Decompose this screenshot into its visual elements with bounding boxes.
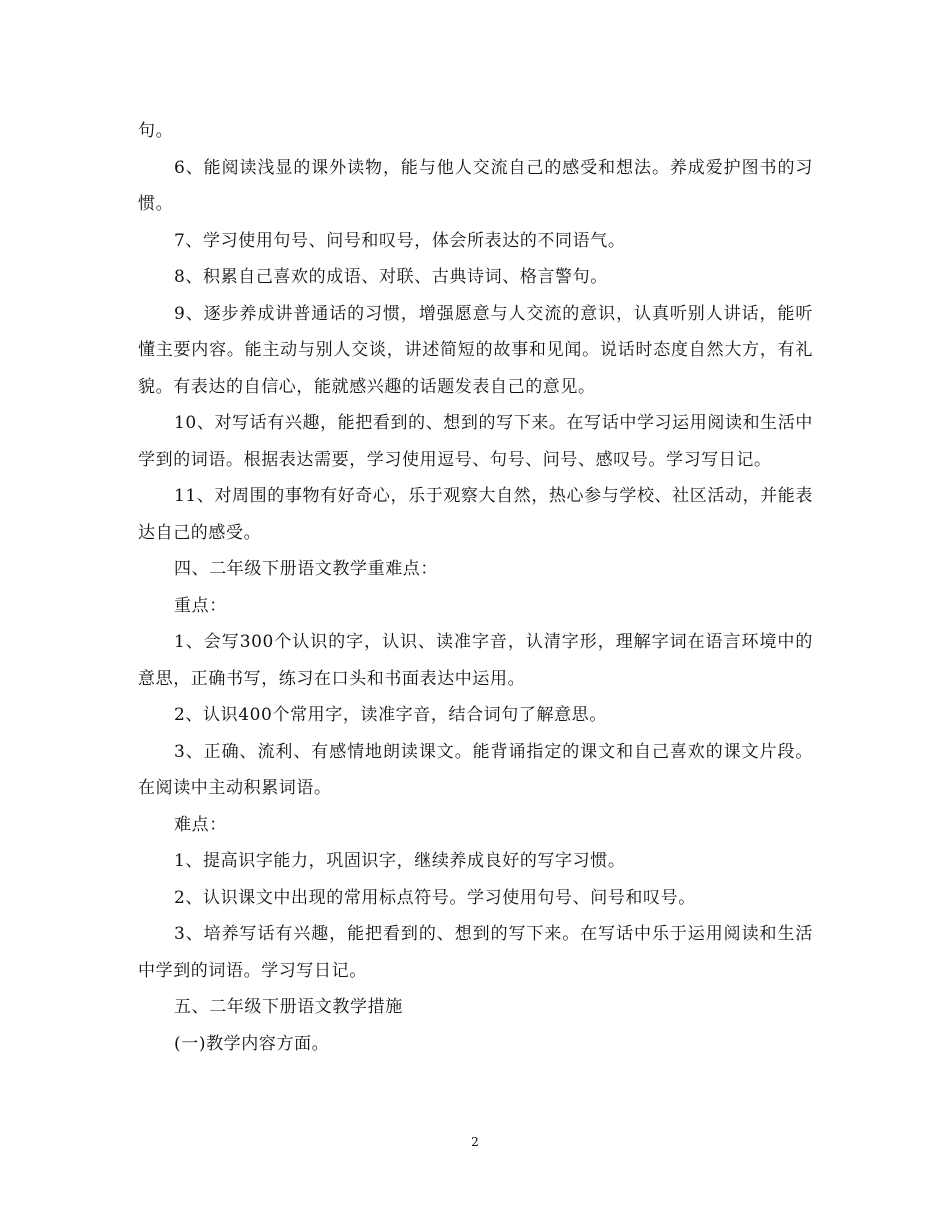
paragraph-key-point-3: 3、正确、流利、有感情地朗读课文。能背诵指定的课文和自己喜欢的课文片段。在阅读中主动积累词语。: [138, 741, 813, 798]
paragraph-difficulty-2: 2、认识课文中出现的常用标点符号。学习使用句号、问号和叹号。: [174, 887, 696, 908]
paragraph-difficulty-3: 3、培养写话有兴趣，能把看到的、想到的写下来。在写话中乐于运用阅读和生活中学到的词语。学习写日记。: [138, 924, 813, 981]
paragraph-key-point-1: 1、会写300个认识的字，认识、读准字音，认清字形，理解字词在语言环境中的意思，正确书写，练习在口头和书面表达中运用。: [138, 632, 813, 689]
paragraph-goal-8: 8、积累自己喜欢的成语、对联、古典诗词、格言警句。: [174, 267, 608, 287]
subsection-heading-1: (一)教学内容方面。: [174, 1033, 330, 1054]
subheading-difficulties: 难点：: [174, 814, 227, 835]
document-body: [138, 113, 813, 1062]
section-heading-5: 五、二年级下册语文教学措施: [174, 997, 403, 1017]
paragraph-goal-7: 7、学习使用句号、问号和叹号，体会所表达的不同语气。: [174, 230, 626, 251]
paragraph-goal-10: 10、对写话有兴趣，能把看到的、想到的写下来。在写话中学习运用阅读和生活中学到的词语。根据表达需要，学习使用逗号、句号、问号、感叹号。学习写日记。: [138, 413, 813, 470]
section-heading-4: 四、二年级下册语文教学重难点：: [174, 559, 438, 579]
paragraph-goal-9: 9、逐步养成讲普通话的习惯，增强愿意与人交流的意识，认真听别人讲话，能听懂主要内容。能主动与别人交谈，讲述简短的故事和见闻。说话时态度自然大方，有礼貌。有表达的自信心，能就感兴趣的话题发表自己的意见。: [138, 303, 813, 397]
paragraph-goal-6: 6、能阅读浅显的课外读物，能与他人交流自己的感受和想法。养成爱护图书的习惯。: [138, 157, 813, 214]
subheading-key-points: 重点：: [174, 595, 227, 616]
paragraph-continuation: 句。: [138, 121, 174, 141]
page-number: 2: [471, 1135, 479, 1149]
paragraph-goal-11: 11、对周围的事物有好奇心，乐于观察大自然，热心参与学校、社区活动，并能表达自己的感受。: [138, 486, 813, 543]
paragraph-difficulty-1: 1、提高识字能力，巩固识字，继续养成良好的写字习惯。: [174, 851, 626, 871]
paragraph-key-point-2: 2、认识400个常用字，读准字音，结合词句了解意思。: [174, 705, 607, 725]
